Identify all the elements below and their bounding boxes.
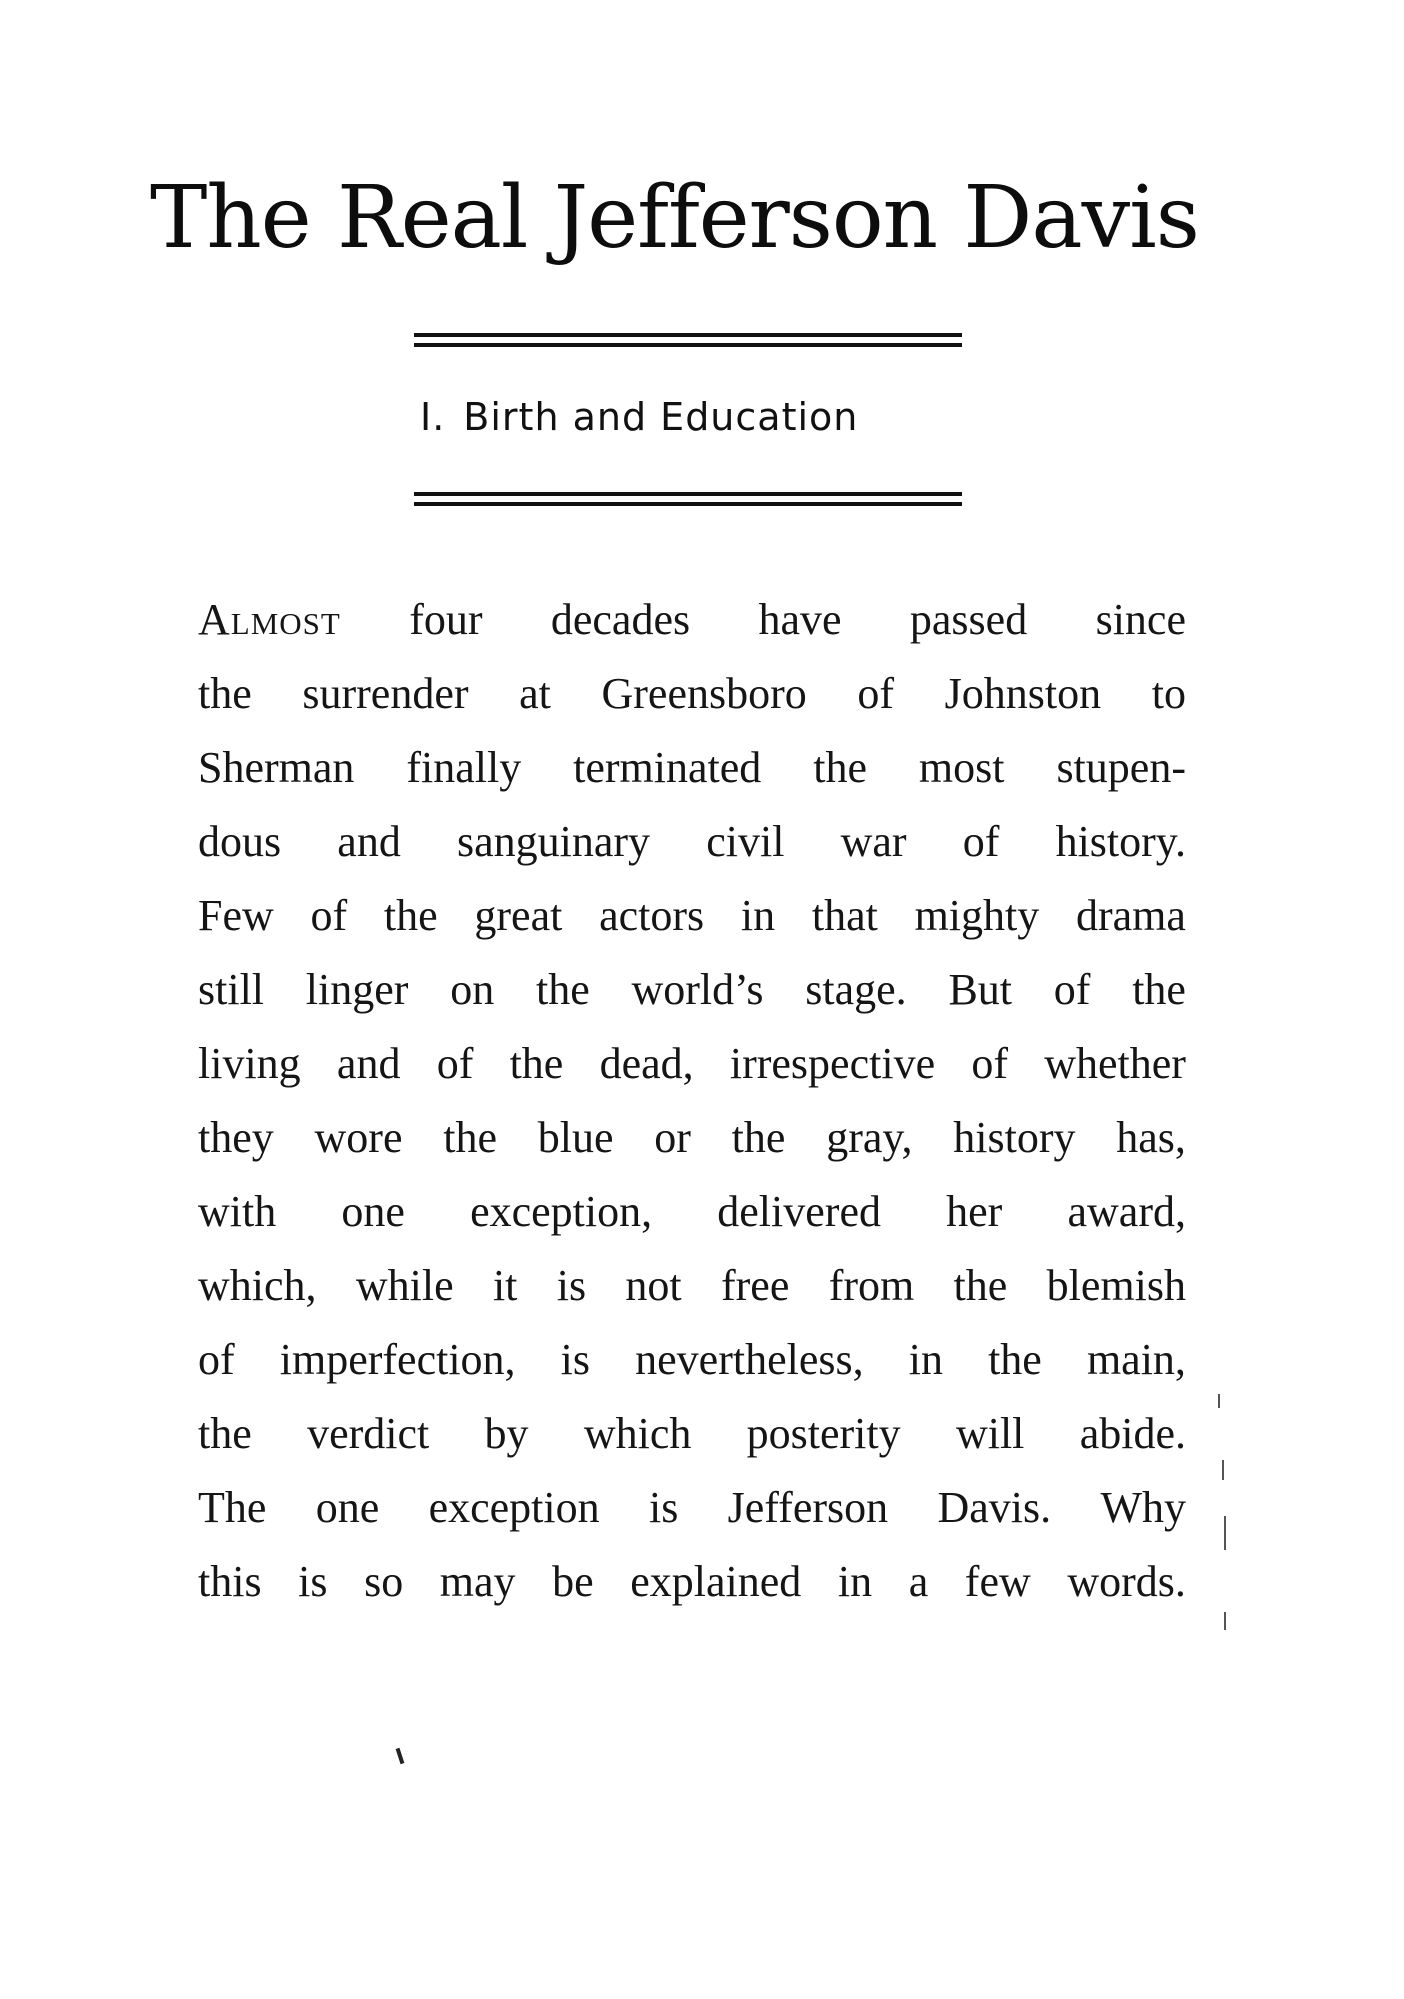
text-line: [198, 1101, 1186, 1175]
word: dous: [198, 817, 282, 866]
text-line: [198, 1175, 1186, 1249]
word: civil: [706, 817, 785, 866]
word: world’s: [631, 965, 764, 1014]
word: actors: [599, 891, 705, 940]
word: Greensboro: [601, 669, 807, 718]
word: this: [198, 1557, 262, 1606]
word: verdict: [307, 1409, 430, 1458]
word: the: [383, 891, 438, 940]
chapter-title: Birth and Education: [463, 395, 859, 439]
word: in: [837, 1557, 873, 1606]
word: award,: [1067, 1187, 1186, 1236]
margin-ink-mark: [1222, 1460, 1224, 1480]
word: terminated: [573, 743, 762, 792]
word: the: [198, 669, 252, 718]
lead-word: Almost: [198, 595, 341, 644]
word: by: [484, 1409, 529, 1458]
word: the: [509, 1039, 564, 1088]
word: four: [409, 595, 483, 644]
word: finally: [406, 743, 522, 792]
word: abide.: [1079, 1409, 1186, 1458]
word: is: [556, 1261, 587, 1310]
text-line: [198, 805, 1186, 879]
word: drama: [1075, 891, 1186, 940]
word: have: [758, 595, 842, 644]
word: living: [198, 1039, 301, 1088]
word: stage.: [805, 965, 907, 1014]
word: the: [813, 743, 867, 792]
word: imperfection,: [279, 1335, 516, 1384]
text-line: [198, 1471, 1186, 1545]
word: great: [474, 891, 563, 940]
word: be: [552, 1557, 594, 1606]
word: at: [519, 669, 551, 718]
word: war: [840, 817, 907, 866]
chapter-number: I.: [420, 395, 446, 439]
word: the: [1132, 965, 1186, 1014]
word: gray,: [826, 1113, 913, 1162]
word: nevertheless,: [635, 1335, 864, 1384]
word: explained: [630, 1557, 802, 1606]
word: is: [560, 1335, 591, 1384]
word: sanguinary: [457, 817, 651, 866]
rule-line: [414, 333, 962, 337]
word: and: [337, 817, 401, 866]
word: they: [198, 1113, 274, 1162]
word: wore: [314, 1113, 403, 1162]
rule-line: [414, 343, 962, 347]
word: history: [953, 1113, 1076, 1162]
rule-line: [414, 502, 962, 506]
text-line: [198, 1397, 1186, 1471]
double-rule-bottom: [414, 492, 962, 510]
word: exception,: [470, 1187, 653, 1236]
word: Few: [198, 891, 274, 940]
word: of: [1053, 965, 1091, 1014]
rule-line: [414, 492, 962, 496]
text-line: [198, 1027, 1186, 1101]
word: words.: [1067, 1557, 1186, 1606]
word: still: [198, 965, 265, 1014]
text-line: [198, 953, 1186, 1027]
word: a: [908, 1557, 929, 1606]
text-line: [198, 1545, 1186, 1619]
word: the: [535, 965, 590, 1014]
word: passed: [909, 595, 1028, 644]
word: or: [654, 1113, 691, 1162]
word: exception: [428, 1483, 600, 1532]
word: free: [720, 1261, 790, 1310]
word: one: [341, 1187, 405, 1236]
word: the: [988, 1335, 1042, 1384]
word: and: [336, 1039, 401, 1088]
word: the: [953, 1261, 1008, 1310]
word: few: [964, 1557, 1031, 1606]
word: posterity: [746, 1409, 901, 1458]
word: mighty: [914, 891, 1040, 940]
word: history.: [1055, 817, 1186, 866]
word: of: [310, 891, 348, 940]
word: in: [740, 891, 776, 940]
word: of: [436, 1039, 474, 1088]
word: on: [450, 965, 495, 1014]
page-title: The Real Jefferson Davis: [150, 168, 1199, 268]
word: stupen-: [1056, 743, 1186, 792]
word: one: [315, 1483, 380, 1532]
body-paragraph: [198, 583, 1186, 1619]
word: is: [298, 1557, 328, 1606]
word: But: [948, 965, 1013, 1014]
word: The: [198, 1483, 267, 1532]
word: since: [1095, 595, 1186, 644]
word: most: [918, 743, 1005, 792]
margin-ink-mark: [1224, 1612, 1226, 1630]
word: blue: [537, 1113, 614, 1162]
word: while: [355, 1261, 454, 1310]
text-line: [198, 1249, 1186, 1323]
word: her: [946, 1187, 1003, 1236]
text-line: [198, 879, 1186, 953]
word: the: [443, 1113, 497, 1162]
word: delivered: [717, 1187, 881, 1236]
chapter-heading: [420, 392, 858, 442]
text-line: [198, 583, 1186, 657]
word: in: [908, 1335, 943, 1384]
stray-ink-mark: [396, 1748, 405, 1764]
word: the: [198, 1409, 252, 1458]
word: of: [971, 1039, 1008, 1088]
word: Sherman: [198, 743, 355, 792]
word: surrender: [302, 669, 469, 718]
word: Johnston: [944, 669, 1102, 718]
word: from: [828, 1261, 915, 1310]
margin-ink-mark: [1218, 1394, 1220, 1408]
text-line: [198, 731, 1186, 805]
word: will: [955, 1409, 1025, 1458]
word: with: [198, 1187, 277, 1236]
word: not: [625, 1261, 682, 1310]
word: which: [583, 1409, 692, 1458]
word: has,: [1116, 1113, 1186, 1162]
word: main,: [1086, 1335, 1186, 1384]
word: so: [364, 1557, 404, 1606]
word: which,: [198, 1261, 317, 1310]
margin-ink-mark: [1224, 1516, 1226, 1550]
word: the: [731, 1113, 786, 1162]
word: decades: [550, 595, 691, 644]
text-line: [198, 657, 1186, 731]
word: may: [439, 1557, 516, 1606]
word: blemish: [1046, 1261, 1186, 1310]
word: of: [962, 817, 1000, 866]
word: of: [857, 669, 895, 718]
word: it: [492, 1261, 518, 1310]
word: Jefferson: [727, 1483, 889, 1532]
word: to: [1151, 669, 1186, 718]
word: dead,: [599, 1039, 694, 1088]
word: irrespective: [729, 1039, 936, 1088]
double-rule-top: [414, 333, 962, 351]
word: is: [648, 1483, 679, 1532]
text-line: [198, 1323, 1186, 1397]
word: that: [811, 891, 878, 940]
word: Davis.: [937, 1483, 1052, 1532]
word: of: [198, 1335, 235, 1384]
word: linger: [305, 965, 409, 1014]
word: Why: [1100, 1483, 1186, 1532]
word: whether: [1044, 1039, 1186, 1088]
